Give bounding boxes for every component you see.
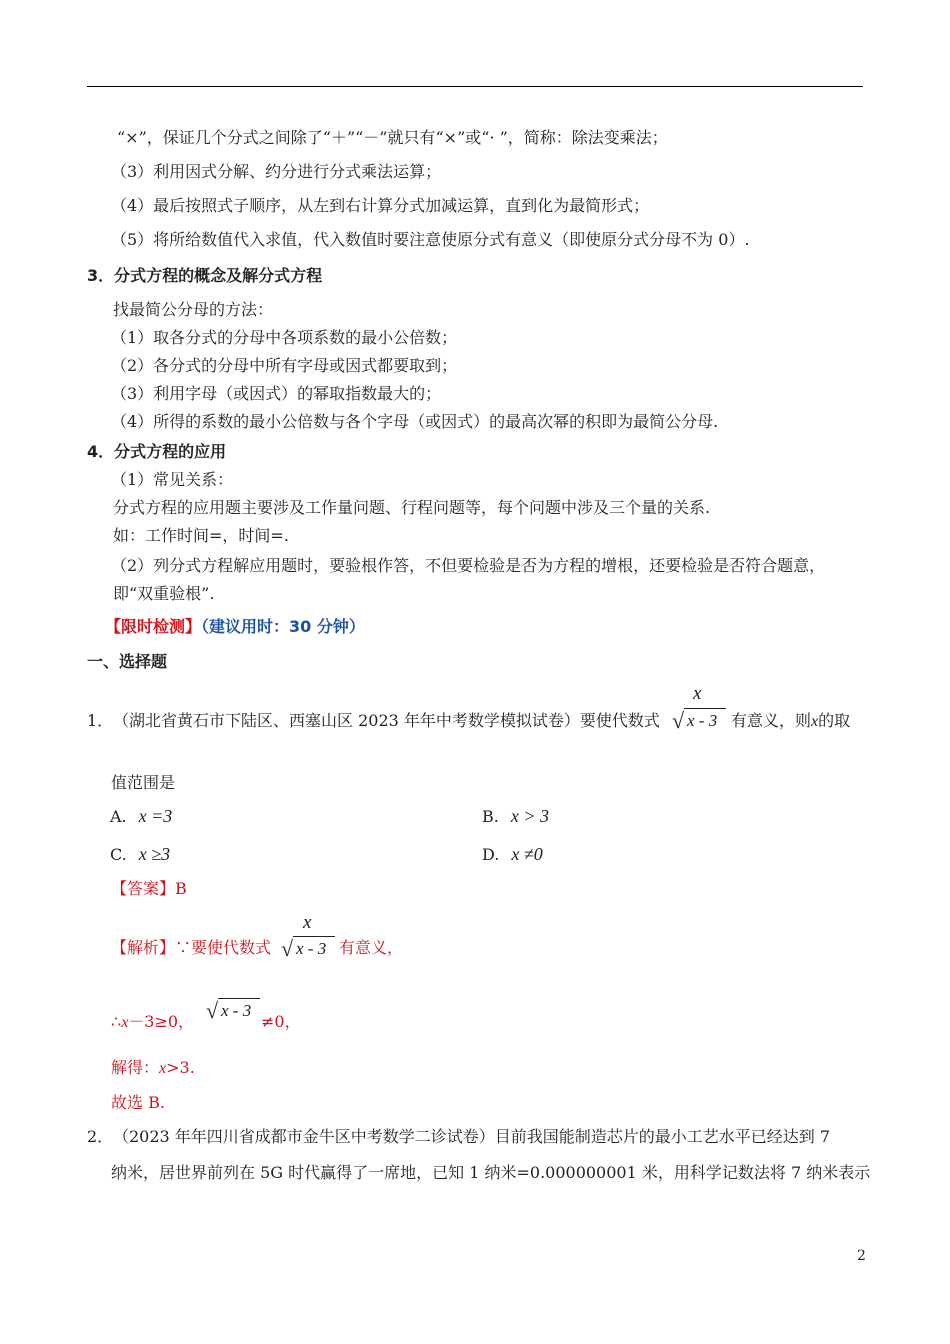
section-heading: 4．分式方程的应用 bbox=[87, 442, 227, 461]
text-line: （4）所得的系数的最小公倍数与各个字母（或因式）的最高次幂的积即为最简公分母. bbox=[111, 412, 719, 431]
text-line: “×”，保证几个分式之间除了“＋”“－”就只有“×”或“· ”，简称：除法变乘法； bbox=[117, 128, 668, 147]
analysis-step: ≠0， bbox=[261, 1012, 301, 1031]
text-line: （5）将所给数值代入求值，代入数值时要注意使原分式有意义（即使原分式分母不为 0）. bbox=[111, 230, 750, 249]
text-line: （2）列分式方程解应用题时，要验根作答，不但要检验是否为方程的增根，还要检验是否符合题意， bbox=[111, 556, 826, 575]
text-line: 即“双重验根”. bbox=[113, 584, 215, 603]
radicand: x - 3 bbox=[296, 939, 327, 958]
text-line: 分式方程的应用题主要涉及工作量问题、行程问题等，每个问题中涉及三个量的关系. bbox=[113, 498, 711, 517]
radicand: x - 3 bbox=[687, 711, 718, 730]
option-a[interactable]: A. x =3 bbox=[110, 806, 173, 826]
radicand: x - 3 bbox=[221, 1001, 252, 1020]
option-c[interactable]: C. x ≥3 bbox=[110, 844, 171, 864]
analysis-step: 故选 B. bbox=[111, 1093, 165, 1112]
radical-expression bbox=[206, 1000, 260, 1024]
question-stem: （湖北省黄石市下陆区、西塞山区 2023 年年中考数学模拟试卷）要使代数式 bbox=[113, 711, 660, 730]
text-line: （3）利用字母（或因式）的幂取指数最大的； bbox=[111, 384, 442, 403]
section-heading: 一、选择题 bbox=[87, 652, 168, 671]
radical-sign: √ bbox=[281, 936, 294, 961]
timed-test-duration: （建议用时：30 分钟） bbox=[201, 617, 365, 636]
text-line: （3）利用因式分解、约分进行分式乘法运算； bbox=[111, 162, 442, 181]
section-heading: 3．分式方程的概念及解分式方程 bbox=[87, 266, 323, 285]
question-stem: （2023 年年四川省成都市金牛区中考数学二诊试卷）目前我国能制造芯片的最小工艺水平已经达到 7 bbox=[113, 1127, 831, 1146]
analysis-line: 有意义， bbox=[339, 938, 404, 957]
text-line: 找最简公分母的方法： bbox=[113, 300, 274, 319]
text-line: （4）最后按照式子顺序，从左到右计算分式加减运算，直到化为最简形式； bbox=[111, 196, 650, 215]
text-line: 如：工作时间=，时间=. bbox=[113, 526, 289, 545]
radical-denominator bbox=[672, 710, 726, 734]
radical-denominator bbox=[281, 938, 335, 962]
question-stem: 纳米，居世界前列在 5G 时代赢得了一席地，已知 1 纳米=0.000000001 米，用科学记数法将 7 纳米表示 bbox=[111, 1163, 871, 1182]
answer-line: 【答案】B bbox=[111, 879, 187, 898]
timed-test-tag: 【限时检测】 bbox=[105, 617, 202, 636]
radical-sign: √ bbox=[672, 708, 685, 733]
header-rule bbox=[87, 86, 863, 87]
analysis-step: ∴x－3≥0， bbox=[111, 1012, 195, 1031]
page-number: 2 bbox=[857, 1248, 866, 1264]
timed-test-heading bbox=[105, 617, 365, 637]
question-stem: 值范围是 bbox=[111, 773, 176, 792]
analysis-line: 【解析】∵要使代数式 bbox=[111, 938, 272, 957]
radical-sign: √ bbox=[206, 998, 219, 1023]
text-line: （1）取各分式的分母中各项系数的最小公倍数； bbox=[111, 328, 458, 347]
question-number: 1． bbox=[87, 711, 114, 730]
text-line: （2）各分式的分母中所有字母或因式都要取到； bbox=[111, 356, 458, 375]
option-b[interactable]: B. x > 3 bbox=[482, 806, 549, 826]
question-stem: 有意义，则x的取 bbox=[731, 711, 851, 730]
fraction-numerator: x bbox=[303, 912, 312, 933]
analysis-step: 解得：x>3. bbox=[111, 1058, 195, 1077]
text-line: （1）常见关系： bbox=[111, 470, 234, 489]
fraction-numerator: x bbox=[693, 683, 702, 704]
option-d[interactable]: D. x ≠0 bbox=[482, 844, 543, 864]
question-number: 2． bbox=[87, 1127, 114, 1146]
